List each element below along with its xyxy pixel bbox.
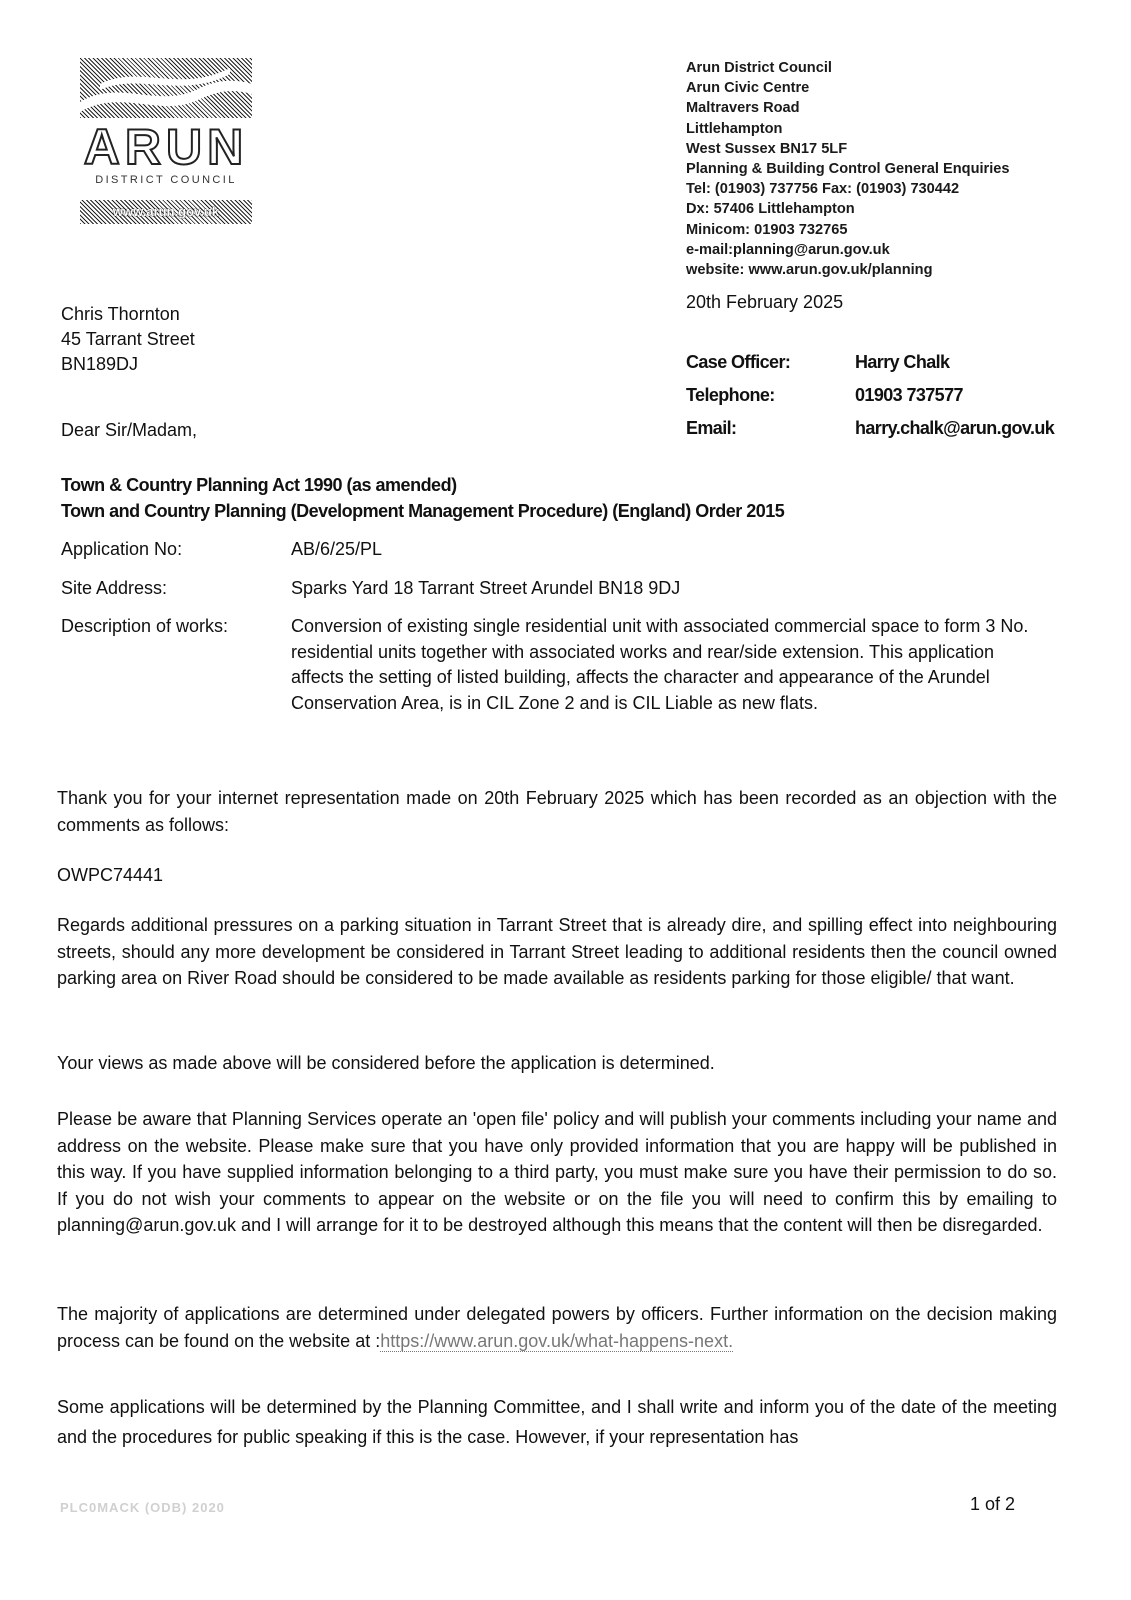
detail-row (61, 537, 1051, 563)
logo-wordmark: ARUN (83, 119, 249, 175)
detail-row (61, 576, 1051, 602)
application-details (61, 537, 1051, 729)
views-paragraph: Your views as made above will be considered before the application is determined. (57, 1053, 715, 1073)
detail-label: Site Address: (61, 577, 168, 598)
majority-paragraph (57, 1301, 1057, 1354)
case-officer-details (686, 352, 1054, 451)
logo-subtitle: DISTRICT COUNCIL (95, 174, 237, 186)
form-code: PLC0MACK (ODB) 2020 (60, 1500, 225, 1515)
logo-website: www.arun.gov.uk (80, 200, 252, 224)
officer-row (686, 418, 1054, 451)
detail-value: AB/6/25/PL (291, 539, 383, 559)
detail-label: Application No: (61, 539, 183, 559)
officer-label: Case Officer: (686, 352, 791, 372)
officer-value: Harry Chalk (855, 352, 950, 372)
address-line: Arun District Council (686, 60, 832, 76)
open-file-paragraph: Please be aware that Planning Services operate an 'open file' policy and will publish your comments including your name and address on the website. Please make sure that you have only provided information that you are happy will be published in this way. If you have supplied information belonging to a third party, you must make sure you have their permission to do so. If you do not wish your comments to appear on the website or on the file you will need to confirm this by emailing to planning@arun.gov.uk and I will arrange for it to be destroyed although this means that the content will then be disregarded. (57, 1109, 1057, 1235)
address-line: website: www.arun.gov.uk/planning (686, 262, 933, 279)
recipient-line: Chris Thornton (61, 304, 180, 324)
address-line: Dx: 57406 Littlehampton (686, 201, 855, 218)
logo-swoosh-icon (80, 58, 252, 118)
legislation-heading (61, 472, 784, 524)
majority-text: The majority of applications are determined under delegated powers by officers. Further information on the decision making process can be found on the website at : (57, 1304, 1057, 1351)
officer-label: Telephone: (686, 385, 775, 405)
address-line: Arun Civic Centre (686, 80, 810, 97)
officer-row (686, 352, 1054, 385)
detail-label: Description of works: (61, 616, 229, 636)
recipient-address (61, 302, 195, 377)
address-line: West Sussex BN17 5LF (686, 140, 848, 157)
council-logo (80, 58, 252, 224)
address-line: Littlehampton (686, 120, 783, 137)
address-line: e-mail:planning@arun.gov.uk (686, 241, 890, 258)
committee-paragraph: Some applications will be determined by the Planning Committee, and I shall write and inform you of the date of the meeting and the procedures for public speaking if this is the case. However, if your representation has (57, 1397, 1057, 1447)
what-happens-next-link[interactable]: https://www.arun.gov.uk/what-happens-next. (380, 1330, 734, 1351)
council-address (686, 58, 1010, 280)
comment-paragraph: Regards additional pressures on a parking situation in Tarrant Street that is already dire, and spilling effect into neighbouring streets, should any more development be considered in Tarrant Street leading to additional residents then the council owned parking area on River Road should be considered to be made available as residents parking for those eligible/ that want. (57, 915, 1057, 988)
detail-row (61, 614, 1051, 716)
salutation: Dear Sir/Madam, (61, 420, 198, 440)
address-line: Maltravers Road (686, 100, 800, 117)
reference-number: OWPC74441 (57, 865, 164, 885)
officer-email[interactable]: harry.chalk@arun.gov.uk (855, 418, 1055, 438)
address-line: Minicom: 01903 732765 (686, 221, 848, 238)
heading-line: Town & Country Planning Act 1990 (as amended) (61, 475, 457, 495)
heading-line: Town and Country Planning (Development Management Procedure) (England) Order 2015 (61, 501, 785, 521)
officer-value: 01903 737577 (855, 385, 963, 405)
thanks-paragraph: Thank you for your internet representation made on 20th February 2025 which has been recorded as an objection with the comments as follows: (57, 788, 1057, 835)
letter-date: 20th February 2025 (686, 292, 844, 312)
page-number: 1 of 2 (970, 1494, 1016, 1514)
address-line: Planning & Building Control General Enquiries (686, 161, 1010, 178)
address-line: Tel: (01903) 737756 Fax: (01903) 730442 (686, 181, 960, 198)
detail-value: Conversion of existing single residential unit with associated commercial space to form 3 No. residential units together with associated works and rear/side extension. This application affects the setting of listed building, affects the character and appearance of the Arundel Conservation Area, is in CIL Zone 2 and is CIL Liable as new flats. (291, 616, 1029, 713)
detail-value: Sparks Yard 18 Tarrant Street Arundel BN18 9DJ (291, 577, 681, 598)
officer-label: Email: (686, 418, 737, 438)
recipient-line: BN189DJ (61, 354, 139, 374)
recipient-line: 45 Tarrant Street (61, 329, 195, 349)
officer-row (686, 385, 1054, 418)
